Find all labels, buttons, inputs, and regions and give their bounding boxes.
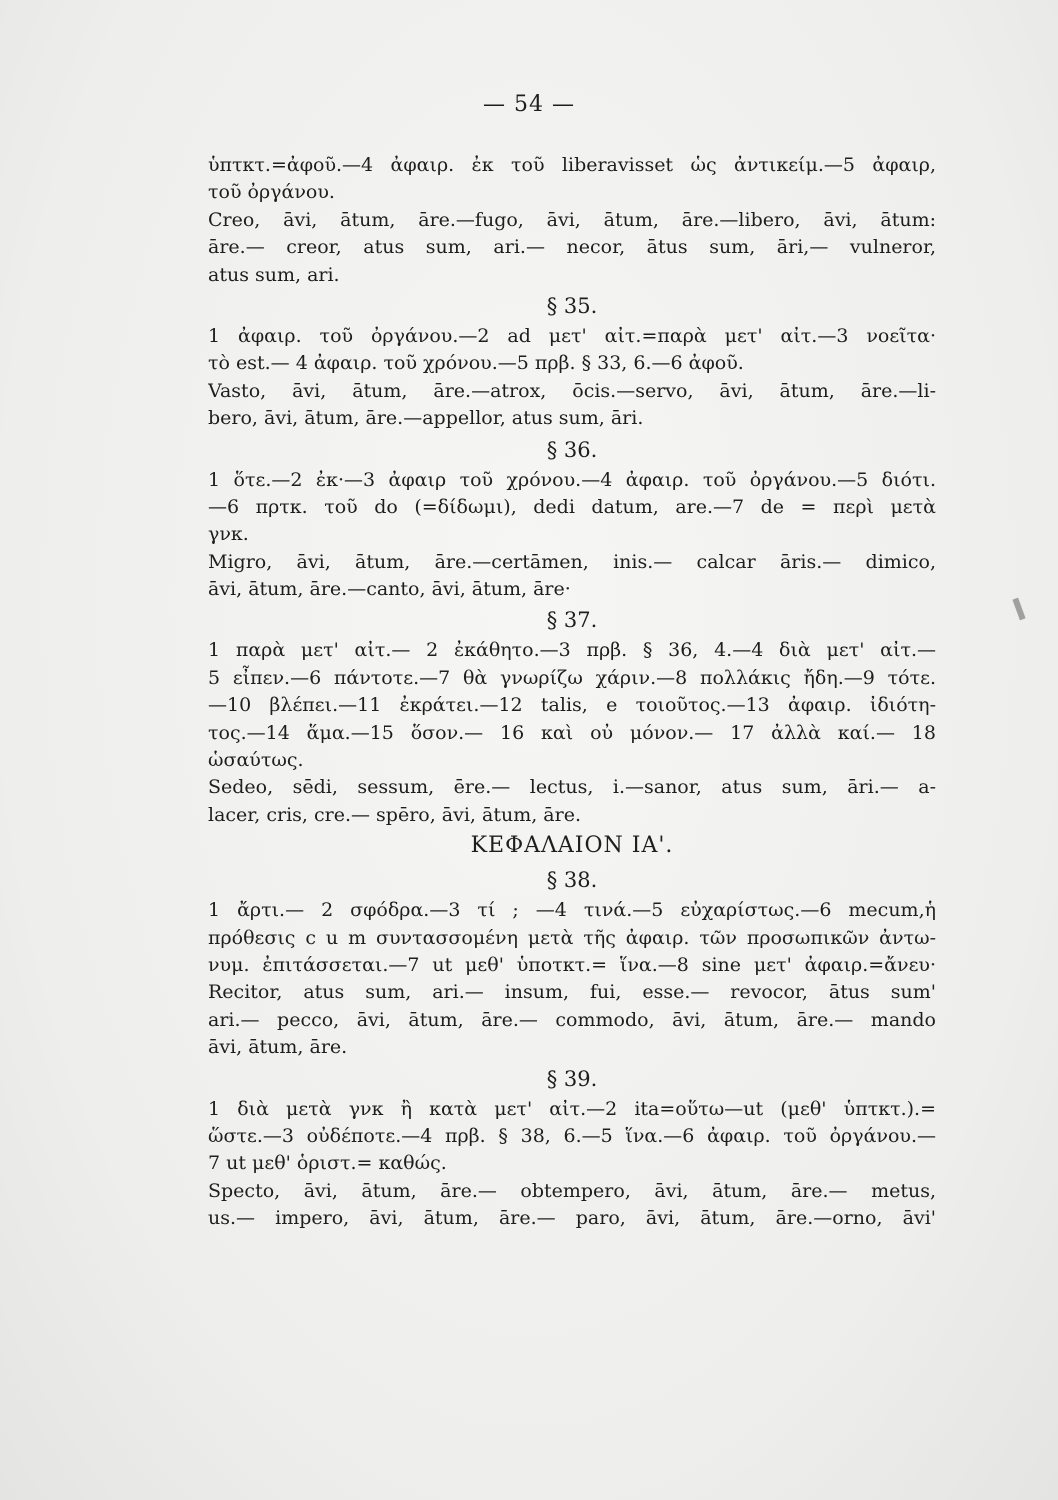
section-heading-37: § 37. (546, 608, 598, 633)
text-line: 1 ἀφαιρ. τοῦ ὀργάνου.—2 ad μετ' αἰτ.=παρὰ μετ' αἰτ.—3 νοεῖτα· (208, 324, 936, 347)
text-line: Migro, āvi, ātum, āre.—certāmen, inis.— calcar āris.— dimico, (208, 550, 936, 573)
text-line: 5 εἶπεν.—6 πάντοτε.—7 θὰ γνωρίζω χάριν.—8 πολλάκις ἤδη.—9 τότε. (208, 666, 936, 689)
text-line: Specto, āvi, ātum, āre.— obtempero, āvi, ātum, āre.— metus, (208, 1179, 936, 1202)
text-line: atus sum, ari. (208, 263, 340, 286)
text-line: Sedeo, sēdi, sessum, ēre.— lectus, i.—sanor, atus sum, āri.— a- (208, 776, 936, 799)
text-line: νυμ. ἐπιτάσσεται.—7 ut μεθ' ὑποτκτ.= ἵνα.—8 sine μετ' ἀφαιρ.=ἄνευ· (208, 953, 936, 976)
text-line: ὑπτκτ.=ἀφοῦ.—4 ἀφαιρ. ἐκ τοῦ liberavisset ὡς ἀντικείμ.—5 ἀφαιρ, (208, 154, 936, 176)
page-blemish (1012, 598, 1025, 621)
text-line: ari.— pecco, āvi, ātum, āre.— commodo, āvi, ātum, āre.— mando (208, 1008, 936, 1031)
text-line: Vasto, āvi, ātum, āre.—atrox, ōcis.—servo, āvi, ātum, āre.—li- (208, 379, 936, 402)
text-line: ὡσαύτως. (208, 749, 304, 772)
text-line: 7 ut μεθ' ὁριστ.= καθώς. (208, 1152, 447, 1175)
text-line: τὸ est.— 4 ἀφαιρ. τοῦ χρόνου.—5 πρβ. § 33, 6.—6 ἀφοῦ. (208, 352, 744, 375)
section-heading-39: § 39. (546, 1066, 598, 1091)
section-heading-38: § 38. (546, 868, 598, 893)
section-heading-36: § 36. (546, 437, 598, 462)
text-line: τοῦ ὀργάνου. (208, 181, 335, 204)
text-line: us.— impero, āvi, ātum, āre.— paro, āvi, ātum, āre.—orno, āvi' (208, 1207, 936, 1230)
text-line: Creo, āvi, ātum, āre.—fugo, āvi, ātum, āre.—libero, āvi, ātum: (208, 208, 936, 231)
text-line: āvi, ātum, āre. (208, 1036, 348, 1059)
text-line: āre.— creor, atus sum, ari.— necor, ātus sum, āri,— vulneror, (208, 236, 936, 259)
text-line: —10 βλέπει.—11 ἐκράτει.—12 talis, e τοιοῦτος.—13 ἀφαιρ. ἰδιότη- (208, 694, 936, 717)
text-line: 1 διὰ μετὰ γνκ ἢ κατὰ μετ' αἰτ.—2 ita=οὕτω—ut (μεθ' ὑπτκτ.).= (208, 1097, 936, 1120)
text-line: bero, āvi, ātum, āre.—appellor, atus sum, āri. (208, 407, 644, 430)
text-line: —6 πρτκ. τοῦ do (=δίδωμι), dedi datum, are.—7 de = περὶ μετὰ (208, 495, 936, 518)
text-line: ὥστε.—3 οὐδέποτε.—4 πρβ. § 38, 6.—5 ἵνα.—6 ἀφαιρ. τοῦ ὀργάνου.— (208, 1124, 936, 1147)
chapter-heading: ΚΕΦΑΛΑΙΟΝ ΙΑ'. (470, 833, 674, 859)
text-line: τος.—14 ἅμα.—15 ὅσον.— 16 καὶ οὐ μόνον.— 17 ἀλλὰ καί.— 18 (208, 721, 936, 744)
text-line: Recitor, atus sum, ari.— insum, fui, esse.— revocor, ātus sum' (208, 981, 936, 1004)
section-heading-35: § 35. (546, 293, 598, 318)
text-line: lacer, cris, cre.— spēro, āvi, ātum, āre. (208, 803, 582, 826)
text-line: γνκ. (208, 523, 249, 546)
text-line: πρόθεσις c u m συντασσομένη μετὰ τῆς ἀφαιρ. τῶν προσωπικῶν ἀντω- (208, 926, 936, 949)
page-number: — 54 — (483, 92, 575, 117)
page-body (208, 152, 936, 1233)
text-line: āvi, ātum, āre.—canto, āvi, ātum, āre· (208, 578, 571, 601)
text-line: 1 ὅτε.—2 ἐκ·—3 ἀφαιρ τοῦ χρόνου.—4 ἀφαιρ. τοῦ ὀργάνου.—5 διότι. (208, 468, 936, 491)
text-line: 1 ἄρτι.— 2 σφόδρα.—3 τί ; —4 τινά.—5 εὐχαρίστως.—6 mecum,ἡ (208, 899, 936, 922)
text-line: 1 παρὰ μετ' αἰτ.— 2 ἐκάθητο.—3 πρβ. § 36, 4.—4 διὰ μετ' αἰτ.— (208, 639, 936, 662)
